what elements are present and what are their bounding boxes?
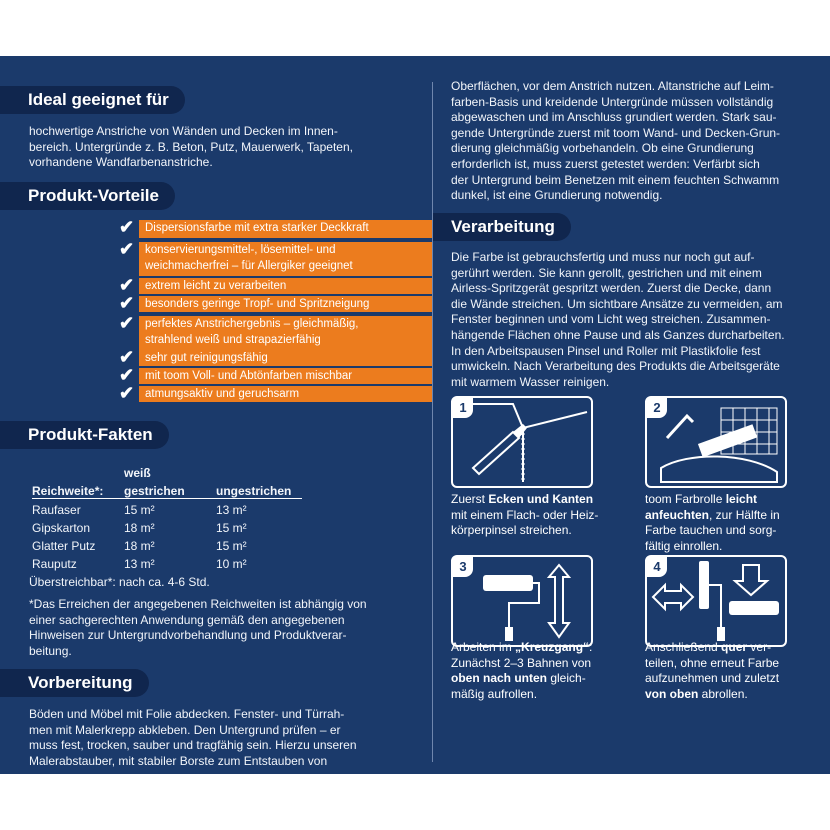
step-number: 2 <box>647 398 667 418</box>
step-card-2 <box>645 396 787 488</box>
heading-verarbeitung: Verarbeitung <box>433 213 571 241</box>
step-card-4 <box>645 555 787 647</box>
step-number: 3 <box>453 557 473 577</box>
ueberstreichbar-text: Überstreichbar*: nach ca. 4-6 Std. <box>29 575 210 589</box>
heading-ideal: Ideal geeignet für <box>0 86 185 114</box>
checkmark-icon: ✔ <box>119 275 135 295</box>
checkmark-icon: ✔ <box>119 383 135 403</box>
vorbereitung-continued-text: Oberflächen, vor dem Anstrich nutzen. Altanstriche auf Leim- farben-Basis und kreidende Untergründe müssen vollständig abgewaschen und im Anschluss grundiert werden. Stark sau- gende Untergründe zuerst mit toom Wand- und Decken-Grun- dierung gleichmäßig vorbehandeln. Ob eine Grundierung erforderlich ist, muss zuerst getestet werden: Verfärbt sich der Untergrund beim Benetzen mit einem feuchten Schwamm dunkel, ist eine Grundierung notwendig. <box>451 79 781 203</box>
ideal-text: hochwertige Anstriche von Wänden und Decken im Innen- bereich. Untergründe z. B. Beton, Putz, Mauerwerk, Tapeten, vorhandene Wandfarbenanstriche. <box>29 124 353 170</box>
step-caption-2: toom Farbrolle leicht anfeuchten, zur Hälfte in Farbe tauchen und sorg- fältig einrollen. <box>645 492 780 553</box>
checkmark-icon: ✔ <box>119 313 135 333</box>
paint-brush-corner-icon <box>453 398 591 486</box>
step-number: 4 <box>647 557 667 577</box>
benefit-item: ✔ sehr gut reinigungsfähig <box>119 350 432 366</box>
benefit-item: ✔ mit toom Voll- und Abtönfarben mischbar <box>119 368 432 384</box>
checkmark-icon: ✔ <box>119 217 135 237</box>
step-caption-4: Anschließend quer ver- teilen, ohne erneut Farbe aufzunehmen und zuletzt von oben abrollen. <box>645 640 780 701</box>
col-header-gestrichen: gestrichen <box>124 480 216 499</box>
step-caption-3: Arbeiten im „Kreuzgang“: Zunächst 2–3 Bahnen von oben nach unten gleich- mäßig aufrollen. <box>451 640 593 701</box>
checkmark-icon: ✔ <box>119 347 135 367</box>
step-card-1 <box>451 396 593 488</box>
col-header-reichweite: Reichweite*: <box>32 480 124 499</box>
step-caption-1: Zuerst Ecken und Kanten mit einem Flach- oder Heiz- körperpinsel streichen. <box>451 492 599 538</box>
table-row: Rauputz 13 m² 10 m² <box>32 557 247 571</box>
table-row: Raufaser 15 m² 13 m² <box>32 503 247 517</box>
checkmark-icon: ✔ <box>119 365 135 385</box>
facts-table <box>32 462 302 571</box>
roller-tray-icon <box>647 398 785 486</box>
heading-vorbereitung: Vorbereitung <box>0 669 149 697</box>
benefit-item: ✔ perfektes Anstrichergebnis – gleichmäßig, strahlend weiß und strapazierfähig <box>119 316 432 350</box>
benefit-item: ✔ besonders geringe Tropf- und Spritzneigung <box>119 296 432 312</box>
vorbereitung-text: Böden und Möbel mit Folie abdecken. Fenster- und Türrah- men mit Malerkrepp abkleben. Den Untergrund prüfen – er muss fest, trocken, sauber und tragfähig sein. Hierzu unseren Malerabstauber, mit stabiler Borste zum Entstauben von <box>29 707 357 768</box>
benefit-item: ✔ Dispersionsfarbe mit extra starker Deckkraft <box>119 220 432 238</box>
step-card-3 <box>451 555 593 647</box>
heading-fakten: Produkt-Fakten <box>0 421 169 449</box>
checkmark-icon: ✔ <box>119 239 135 259</box>
table-row: Glatter Putz 18 m² 15 m² <box>32 539 247 553</box>
column-divider <box>432 82 433 762</box>
heading-vorteile: Produkt-Vorteile <box>0 182 175 210</box>
table-row: Gipskarton 18 m² 15 m² <box>32 521 247 535</box>
verarbeitung-text: Die Farbe ist gebrauchsfertig und muss nur noch gut auf- gerührt werden. Sie kann gerollt, gestrichen und mit einem Airless-Spritzgerät gespritzt werden. Zuerst die Decke, dann die Wände streichen. Um sichtbare Ansätze zu vermeiden, am Fenster beginnen und vom Licht weg streichen. Zusammen- hängende Flächen ohne Pause und als Ganzes durcharbeiten. In den Arbeitspausen Pinsel und Roller mit Plastikfolie fest umwickeln. Nach Verarbeitung des Produkts die Arbeitsgeräte mit warmem Wasser reinigen. <box>451 250 785 389</box>
benefit-item: ✔ extrem leicht zu verarbeiten <box>119 278 432 294</box>
roller-distribute-icon <box>647 557 785 645</box>
checkmark-icon: ✔ <box>119 293 135 313</box>
roller-crosswise-icon <box>453 557 591 645</box>
benefit-item: ✔ atmungsaktiv und geruchsarm <box>119 386 432 402</box>
footnote-text: *Das Erreichen der angegebenen Reichweiten ist abhängig von einer sachgerechten Anwendung gemäß den angegebenen Hinweisen zur Untergrundvorbehandlung und Produktverar- beitung. <box>29 597 367 658</box>
benefit-item: ✔ konservierungsmittel-, lösemittel- und weichmacherfrei – für Allergiker geeignet <box>119 242 432 276</box>
step-number: 1 <box>453 398 473 418</box>
col-header-ungestrichen: ungestrichen <box>216 480 302 499</box>
col-header-weiss: weiß <box>124 466 151 480</box>
